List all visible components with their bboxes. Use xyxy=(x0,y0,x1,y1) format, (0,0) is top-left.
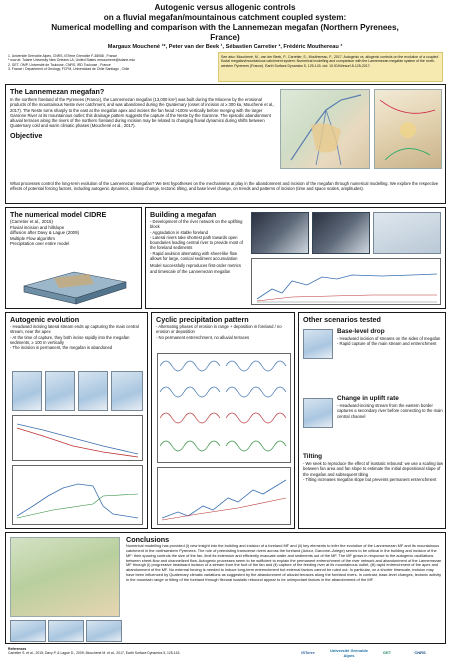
building-box xyxy=(145,207,446,309)
megafan-3d-figure-1 xyxy=(251,212,309,254)
model-block-figure xyxy=(14,268,134,306)
autogenic-bullet-2: - The incision is permanent, the megafan is abandoned xyxy=(10,345,113,351)
conclusion-map-figure xyxy=(10,537,120,617)
model-heading: The numerical model CIDRE xyxy=(10,210,107,219)
conclusions-box xyxy=(5,532,446,644)
references-body: Carretier S. et al., 2015; Davy P. & Lague D., 2009; Mouchené M. et al., 2017, Earth Surface Dynamics 5, 125-143. xyxy=(8,651,181,656)
cyclic-oscillation-plots xyxy=(157,353,291,463)
base-level-bullet-1: - Rapid capture of the main stream and entrenchment xyxy=(337,341,437,347)
building-bullet-1: - Aggradation in stable foreland xyxy=(150,229,208,235)
cyclic-bullet-1: - No permanent entrenchment, no alluvial terraces xyxy=(156,334,250,340)
base-level-figure xyxy=(303,329,333,359)
logo-cnrs: CNRS xyxy=(414,650,426,655)
building-timeseries-plot xyxy=(251,258,441,305)
uplift-bullet-0: - Headward-incising stream from the eastern border captures a secondary river before connecting to the main central channel xyxy=(337,403,443,419)
cyclic-bullet-0: - Alternating phases of erosion in range + deposition in foreland / no erosion or deposition xyxy=(156,324,282,335)
other-heading: Other scenarios tested xyxy=(303,315,381,324)
conclusion-snapshot-2 xyxy=(48,620,84,642)
tilting-bullet-1: - Tilting increases megafan slope but prevents permanent entrenchment xyxy=(303,476,437,482)
logo-get: GET xyxy=(382,650,392,655)
conclusions-body: Numerical modelling has provided (i) new insight into the building and incision of a foreland MF and (ii) key elements to infer the evolution of the Lannemezan MF and its mountainous catchment in the northwestern Pyrenees. The role of preexisting transverse rivers across the foreland (Adour, Garonne–Ariège) seems to be critical in the building and incision of the MF: their spacing controls the size of the fan, limit its extension and efficiently evacuate water and sediments out of the MF. The MF grows in response to the autogenic oscillations between sheet-flow and channelized flow. Autogenic processes seem to be sufficient to explain the permanent entrenchment of the river network and abandonment of the Lannemezan MF through (i) progressive headward incision of a stream from the foot of the fan and (ii) capture of the feeding river at its mountainous outlet, (iii) rapid entrenchment of the apex and abandonment of the MF. No external forcing is needed to induce long-term entrenchment but external factors cannot be ruled out. In particular, on a shorter timescale, incision may have been influenced by Quaternary climatic variations as suggested by the abandonment of alluvial terraces along the foreland rivers. In contrast, base-level changes, tectonic activity in the mountain range or tilting of the foreland through flexural isostatic rebound appear to be unimportant factors in the abandonment of the MF. xyxy=(126,543,442,582)
autogenic-snapshot-3 xyxy=(78,371,108,411)
model-line-0: (Carretier et al., 2015) xyxy=(10,219,53,224)
model-line-2: diffusion after Davy & Lague (2009) xyxy=(10,230,79,236)
poster-title xyxy=(40,3,410,43)
affiliation-3: 3. France / Department of Geology, FCFM, Universidad de Chile Santiago , Chile xyxy=(8,66,130,71)
model-line-3: Multiple Flow algorithm xyxy=(10,235,55,241)
tilting-heading: Tilting xyxy=(303,453,323,460)
model-line-4: Precipitation over entire model xyxy=(10,241,70,247)
building-heading: Building a megafan xyxy=(150,210,217,219)
autogenic-bullet-1: - At the time of capture, they both incise rapidly into the megafan sediments, ≥ 100 m vertically xyxy=(10,334,130,345)
tilting-bullet-0: - We seek to reproduce the effect of isostatic rebound: we use a scaling law between fan area and fan slope to estimate the initial depositional slope of the megafan and subsequent tilting xyxy=(303,461,443,477)
affiliations xyxy=(8,54,213,71)
affiliation-1b: * now at: Tulane University New Orleans LA, United States mmouchene@tulane.edu xyxy=(8,58,135,63)
autogenic-bullet-0: - Headward incising lateral stream ends up capturing the main central stream, near the apex xyxy=(10,324,139,335)
intro-heading: The Lannemezan megafan? xyxy=(10,87,105,96)
megafan-plan-figure xyxy=(373,212,441,254)
building-bullet-3: - Rapid avulsion alternating with sheet-like flow allows for large, conical sediment accumulation xyxy=(150,250,238,262)
uplift-heading: Change in uplift rate xyxy=(337,395,399,402)
model-line-1: Fluvial incision and hillslope xyxy=(10,224,65,230)
autogenic-timeseries-plot xyxy=(12,465,143,525)
conclusion-snapshot-3 xyxy=(86,620,122,642)
cyclic-incision-plot xyxy=(157,467,291,525)
autogenic-heading: Autogenic evolution xyxy=(10,315,80,324)
title-line-1: Autogenic versus allogenic controls xyxy=(154,3,296,12)
references xyxy=(8,647,268,655)
autogenic-profile-plot xyxy=(12,415,143,461)
cyclic-heading: Cyclic precipitation pattern xyxy=(156,315,249,324)
autogenic-box xyxy=(5,312,148,529)
logo-uga: Université Grenoble Alpes xyxy=(329,648,368,658)
see-also-box: See also: Mouchené, M., van der Beek, P., Carretier, S., Mouthereau, F., 2017. Autogenic vs. allogenic controls on the evolution of a coupled fluvial megafan/mountainous catchment system: Numerical modelling and comparison with the Lannemezan megafan system of the north-western Pyrenees (France). Earth Surface Dynamics 5, 125-143. doi: 10.5194/esurf-5-125-2017. xyxy=(218,52,443,82)
affiliation-2: 2. GET, OMP, Université de Toulouse, CNRS, IRD Toulouse , France xyxy=(8,62,111,67)
title-line-3: Numerical modelling and comparison with the Lannemezan megafan (Northern Pyrenees, France) xyxy=(51,23,399,42)
objective-body: What processes control the long-term evolution of the Lannemezan megafan? We test hypotheses on the mechanisms at play in the abandonment and incision of the megafan through numerical modelling. We explore the respective effects of potential forcing factors, including autogenic dynamics, climate change, tectonic tilting, and base level change, on trends and patterns of incision (time and space scales, amplitudes). xyxy=(10,181,439,192)
conclusions-heading: Conclusions xyxy=(126,535,170,544)
base-level-bullet-0: - Headward incision of streams on the sides of megafan xyxy=(337,336,441,341)
building-bullet-2: - Lateral rivers take shortest path towards open boundaries leading central river to provide most of the foreland sediments xyxy=(150,234,243,251)
other-scenarios-box xyxy=(298,312,446,529)
lannemezan-map-figure xyxy=(280,89,370,169)
building-summary: Model successfully reproduces first-order metrics and timescale of the Lannemezan megafan xyxy=(150,263,241,274)
autogenic-snapshot-2 xyxy=(45,371,75,411)
model-box xyxy=(5,207,142,309)
title-line-2: on a fluvial megafan/mountainous catchment coupled system: xyxy=(103,13,347,22)
logo-isterre: ISTerre xyxy=(301,650,315,655)
uplift-figure xyxy=(303,398,333,428)
authors: Margaux Mouchené ¹*, Peter van der Beek ¹, Sébastien Carretier ², Frédéric Mouthereau ³ xyxy=(107,44,343,50)
megafan-dem-figure xyxy=(374,89,442,169)
intro-body: In the northern foreland of the Pyrenees (France), the Lannemezan megafan (13,000 km²) was built during the Miocene by the erosional products of the mountainous Neste river catchment, and was abandoned during the Quaternary (onset of incision at ≥ 300 ka, Mouchené et al., 2017). The Neste turns sharply to the east at the megafan apex and incises the fan head >100m vertically before merging with the larger Garonne River at its mountainous outlet; this drainage pattern suggests the capture of the Neste by the Garonne. The episodic abandonment alluvial terraces along the rivers of the northern foreland during incision may be related to changing fluvial dynamics during shifts between Quaternary cold and warm climatic phases (Mouchené et al., 2017). xyxy=(10,97,275,129)
megafan-3d-figure-2 xyxy=(312,212,370,254)
conclusion-snapshot-1 xyxy=(10,620,46,642)
cyclic-box xyxy=(151,312,295,529)
autogenic-snapshot-4 xyxy=(111,371,143,411)
intro-box xyxy=(5,84,446,204)
objective-heading: Objective xyxy=(10,130,43,140)
building-bullet-0: - Development of the river network on the uplifting block xyxy=(150,219,243,230)
affiliation-1: 1. Université Grenoble Alpes, CNRS, ISTerre Grenoble F-38058 , France xyxy=(8,54,118,58)
base-level-heading: Base-level drop xyxy=(337,328,385,335)
autogenic-snapshot-1 xyxy=(12,371,42,411)
references-heading: References xyxy=(8,647,27,651)
